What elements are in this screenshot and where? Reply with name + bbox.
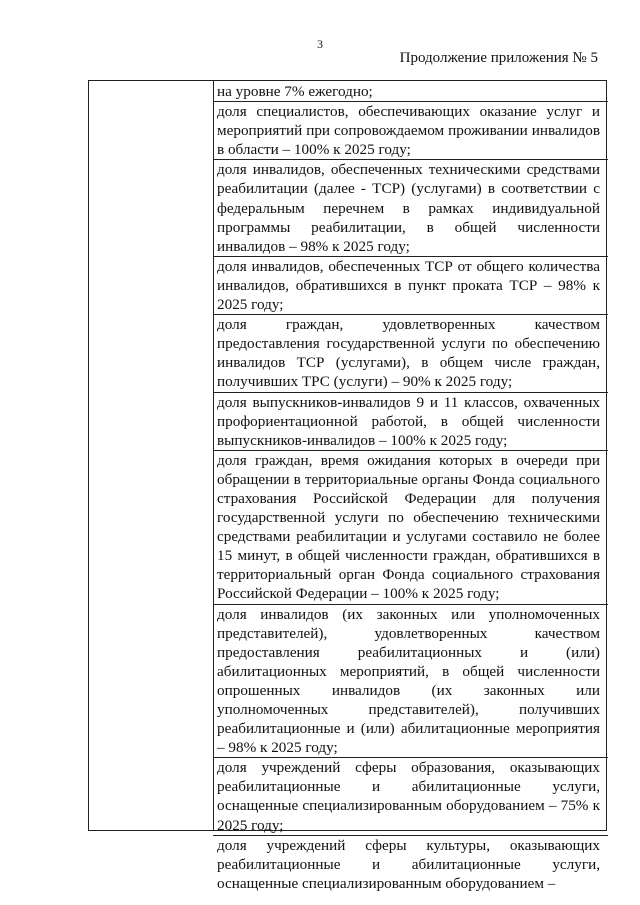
indicator-entry: на уровне 7% ежегодно; xyxy=(213,82,608,102)
indicator-entry: доля учреждений сферы культуры, оказывающих реабилитационные и абилитационные услуги, оснащенные специализированным оборудованием – xyxy=(217,836,600,892)
indicator-entry: доля инвалидов (их законных или уполномоченных представителей), удовлетворенных качеством предоставления реабилитационных и (или) абилитационных мероприятий, в общей численности опрошенных инвалидов (их законных или уполномоченных представителей), получивших реабилитационные и (или) абилитационные мероприятия – 98% к 2025 году; xyxy=(213,605,608,759)
indicator-entry: доля учреждений сферы образования, оказывающих реабилитационные и абилитационные услуги, оснащенные специализированным оборудованием – 75% к 2025 году; xyxy=(213,758,608,835)
indicator-entry: доля граждан, время ожидания которых в очереди при обращении в территориальные органы Фонда социального страхования Российской Федерации для получения государственной услуги по обеспечению техническими средствами реабилитации и услугами составило не более 15 минут, в общей численности граждан, обратившихся в территориальный орган Фонда социального страхования Российской Федерации – 100% к 2025 году; xyxy=(213,451,608,605)
appendix-table xyxy=(88,80,607,892)
indicator-entry: доля специалистов, обеспечивающих оказание услуг и мероприятий при сопровождаемом проживании инвалидов в области – 100% к 2025 году; xyxy=(213,102,608,160)
page-number: 3 xyxy=(317,37,323,51)
indicator-entry: доля инвалидов, обеспеченных ТСР от общего количества инвалидов, обратившихся в пункт проката ТСР – 98% к 2025 году; xyxy=(213,257,608,315)
appendix-header: Продолжение приложения № 5 xyxy=(399,50,598,66)
indicator-entry: доля инвалидов, обеспеченных техническими средствами реабилитации (далее - ТСР) (услугами) в соответствии с федеральным перечнем в рамках индивидуальной программы реабилитации, в общей численности инвалидов – 98% к 2025 году; xyxy=(213,160,608,256)
indicator-entry: доля выпускников-инвалидов 9 и 11 классов, охваченных профориентационной работой, в общей численности выпускников-инвалидов – 100% к 2025 году; xyxy=(213,393,608,451)
indicator-entry: доля граждан, удовлетворенных качеством предоставления государственной услуги по обеспечению инвалидов ТСР (услугами), в общем числе граждан, получивших ТРС (услуги) – 90% к 2025 году; xyxy=(213,315,608,392)
indicators-cell xyxy=(217,82,600,893)
